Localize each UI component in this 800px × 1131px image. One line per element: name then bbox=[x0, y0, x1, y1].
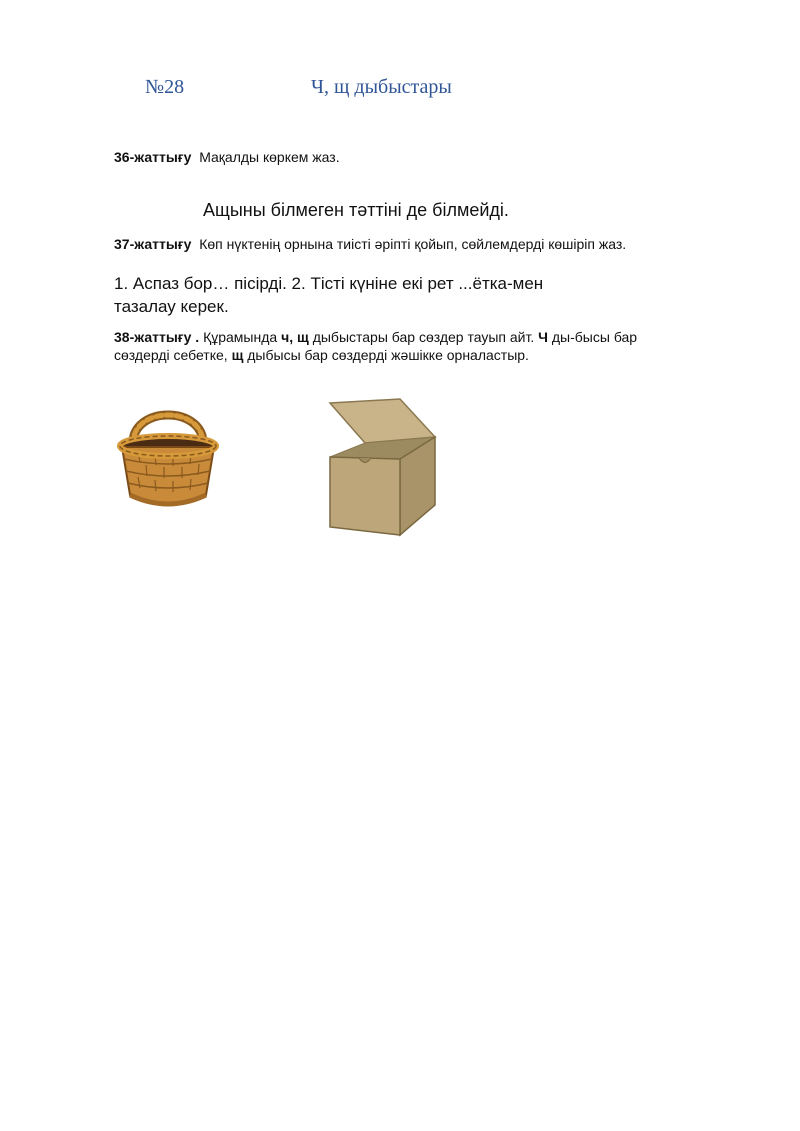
exercise-38-text-3: ды-бысы бар сөздерді себетке, bbox=[114, 329, 638, 363]
exercise-37-label: 37-жаттығу bbox=[114, 236, 192, 252]
exercise-38 bbox=[114, 328, 674, 364]
exercise-38-bold-1: ч, щ bbox=[281, 329, 309, 345]
basket-image bbox=[113, 395, 223, 515]
box-image bbox=[325, 395, 450, 537]
exercise-38-bold-2: Ч bbox=[538, 329, 548, 345]
exercise-37-instruction: Көп нүктенің орнына тиісті əріпті қойып, сөйлемдерді көшіріп жаз. bbox=[199, 236, 627, 252]
exercise-38-text-2: дыбыстары бар сөздер тауып айт. bbox=[312, 329, 535, 345]
exercise-38-label: 38-жаттығу . bbox=[114, 329, 200, 345]
exercise-36-label: 36-жаттығу bbox=[114, 149, 192, 165]
exercise-36-instruction: Мақалды көркем жаз. bbox=[199, 149, 340, 165]
page-header bbox=[0, 76, 800, 106]
exercise-38-text-1: Құрамында bbox=[203, 329, 278, 345]
exercise-38-text-4: дыбысы бар сөздерді жəшікке орналастыр. bbox=[247, 347, 529, 363]
exercise-37-sentences: 1. Аспаз бор… пісірді. 2. Тісті күніне екі рет ...ётка-мен тазалау керек. bbox=[114, 274, 544, 316]
exercise-36 bbox=[114, 148, 674, 166]
lesson-number: №28 bbox=[145, 76, 185, 98]
proverb-text: Ащыны білмеген тəттіні де білмейді. bbox=[203, 200, 509, 220]
exercise-37 bbox=[114, 235, 674, 253]
exercise-38-bold-3: щ bbox=[231, 347, 244, 363]
lesson-title: Ч, щ дыбыстары bbox=[311, 76, 452, 98]
